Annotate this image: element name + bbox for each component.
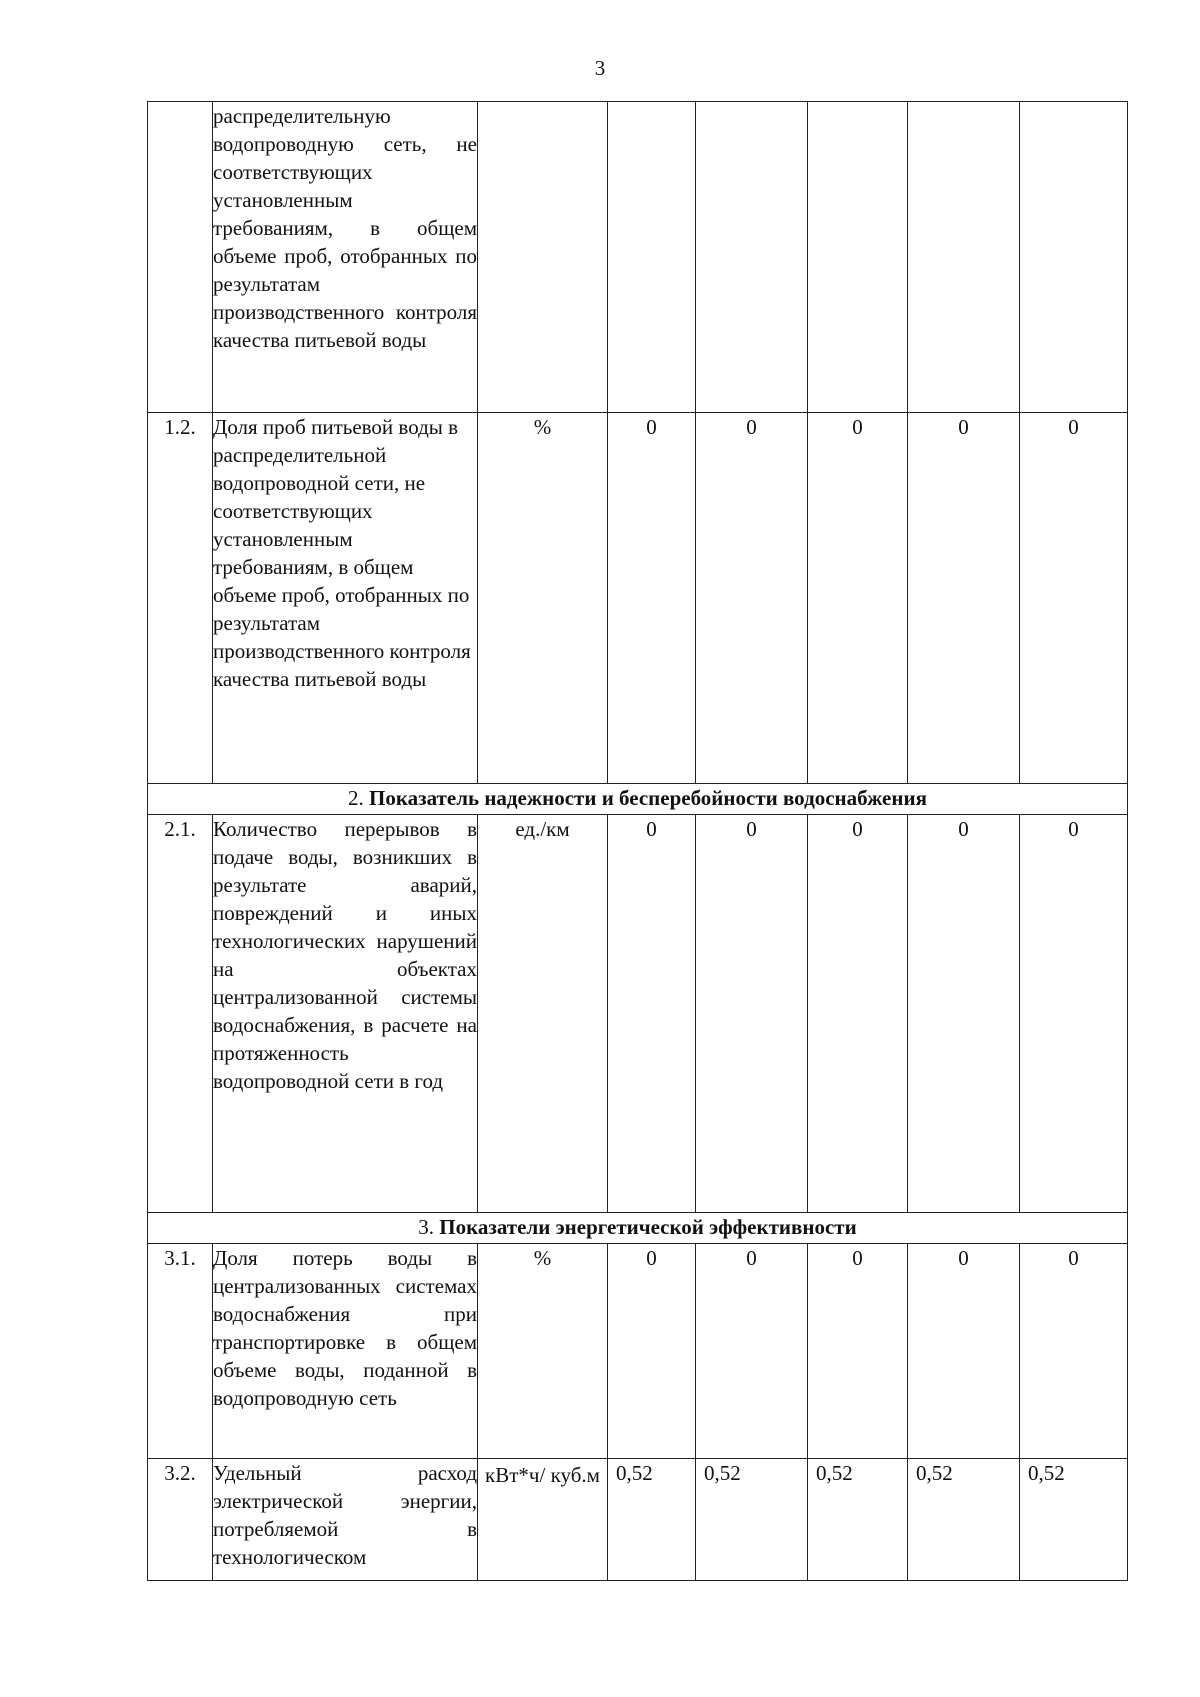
table-row (148, 413, 1128, 784)
unit-cell: кВт*ч/ куб.м (478, 1459, 608, 1581)
table-row (148, 102, 1128, 413)
value-cell: 0 (608, 413, 696, 784)
value-cell (908, 102, 1020, 413)
indicator-name: распределительную водопроводную сеть, не соответствующих установленным требованиям, в общем объеме проб, отобранных по результатам производственного контроля качества питьевой воды (213, 102, 478, 413)
value-cell: 0,52 (1020, 1459, 1128, 1581)
value-cell: 0 (908, 413, 1020, 784)
value-cell: 0,52 (696, 1459, 808, 1581)
indicators-table (147, 101, 1128, 1581)
value-cell: 0 (1020, 815, 1128, 1213)
row-number: 3.1. (148, 1244, 213, 1459)
section-title: Показатели энергетической эффективности (439, 1215, 857, 1239)
unit-cell: % (478, 1244, 608, 1459)
unit-cell: % (478, 413, 608, 784)
value-cell: 0 (696, 1244, 808, 1459)
section-number: 2. (348, 786, 364, 810)
value-cell: 0 (608, 815, 696, 1213)
section-number: 3. (418, 1215, 435, 1239)
row-number: 1.2. (148, 413, 213, 784)
value-cell (696, 102, 808, 413)
value-cell: 0 (808, 1244, 908, 1459)
value-cell: 0,52 (608, 1459, 696, 1581)
table-row (148, 815, 1128, 1213)
indicator-name: Доля проб питьевой воды в распределительной водопроводной сети, не соответствующих установленным требованиям, в общем объеме проб, отобранных по результатам производственного контроля качества питьевой воды (213, 413, 478, 784)
section-header (148, 1213, 1128, 1244)
section-header (148, 784, 1128, 815)
unit-cell: ед./км (478, 815, 608, 1213)
indicator-name: Доля потерь воды в централизованных системах водоснабжения при транспортировке в общем объеме воды, поданной в водопроводную сеть (213, 1244, 478, 1459)
value-cell: 0 (696, 413, 808, 784)
table-row (148, 1459, 1128, 1581)
value-cell: 0 (808, 413, 908, 784)
row-number (148, 102, 213, 413)
unit-cell (478, 102, 608, 413)
indicator-name: Количество перерывов в подаче воды, возникших в результате аварий, повреждений и иных технологических нарушений на объектах централизованной системы водоснабжения, в расчете на протяженность водопроводной сети в год (213, 815, 478, 1213)
page-number: 3 (594, 56, 606, 80)
value-cell: 0 (908, 815, 1020, 1213)
table-row (148, 1244, 1128, 1459)
value-cell: 0,52 (808, 1459, 908, 1581)
row-number: 2.1. (148, 815, 213, 1213)
section-header-row (148, 784, 1128, 815)
value-cell: 0,52 (908, 1459, 1020, 1581)
section-title: Показатель надежности и бесперебойности водоснабжения (369, 786, 927, 810)
value-cell (1020, 102, 1128, 413)
value-cell: 0 (1020, 1244, 1128, 1459)
value-cell: 0 (1020, 413, 1128, 784)
value-cell: 0 (608, 1244, 696, 1459)
value-cell: 0 (908, 1244, 1020, 1459)
row-number: 3.2. (148, 1459, 213, 1581)
value-cell: 0 (808, 815, 908, 1213)
value-cell: 0 (696, 815, 808, 1213)
value-cell (608, 102, 696, 413)
section-header-row (148, 1213, 1128, 1244)
value-cell (808, 102, 908, 413)
indicator-name: Удельный расход электрической энергии, потребляемой в технологическом (213, 1459, 478, 1581)
